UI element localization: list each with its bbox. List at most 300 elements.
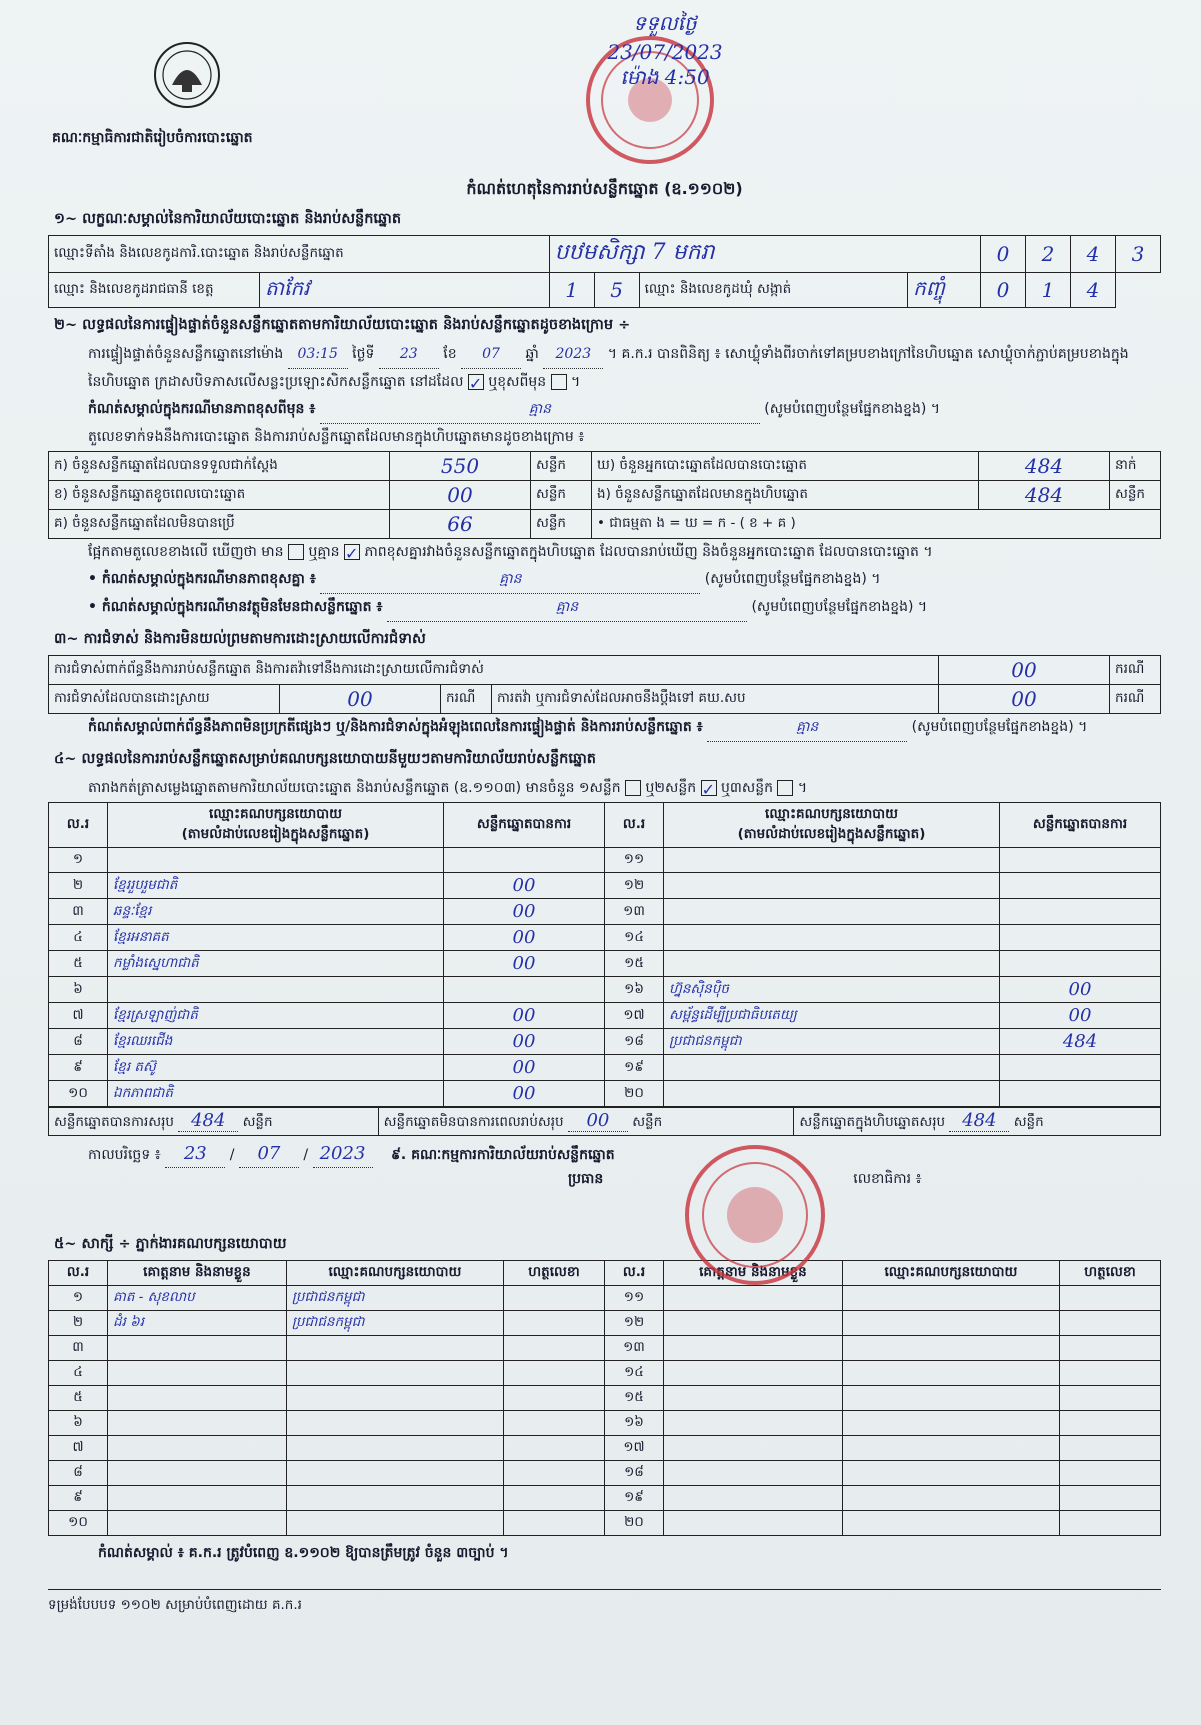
witness-name [108, 1411, 287, 1436]
witness-signature [503, 1486, 604, 1511]
witness-name [663, 1336, 842, 1361]
table-row [49, 1511, 1161, 1536]
vote-count [1000, 873, 1161, 899]
s2-note2-suffix: (សូមបំពេញបន្ថែមផ្នែកខាងខ្នង) ។ [704, 571, 881, 587]
witness-party [842, 1386, 1059, 1411]
s1-location-value: បឋមសិក្សា 7 មករា [549, 236, 980, 273]
section1-table [48, 235, 1161, 308]
s4-unit: សន្លឹក [632, 1114, 663, 1130]
s2-note3 [48, 594, 1161, 622]
s2-text: ភាពខុសគ្នារវាងចំនួនសន្លឹកឆ្នោតក្នុងហិបឆ្នោត ដែលបានរាប់ឃើញ និងចំនួនអ្នកបោះឆ្នោត ដែលបានបោះឆ្នោត ។ [364, 544, 933, 560]
witness-name [108, 1361, 287, 1386]
row-number: ១០ [49, 1511, 108, 1536]
row-number: ១៥ [604, 1386, 663, 1411]
party-name: ខ្មែរឈរជើង [108, 1029, 444, 1055]
s4-col-party-label: ឈ្មោះគណបក្សនយោបាយ [765, 806, 898, 822]
witness-name [663, 1511, 842, 1536]
row-number: ៥ [49, 951, 108, 977]
party-name [664, 899, 1000, 925]
row-number: ១៨ [604, 1461, 663, 1486]
s2-row-r-unit: សន្លឹក [1110, 481, 1161, 510]
s5-col-sign: ហត្ថលេខា [503, 1261, 604, 1286]
s4-secretary-label: លេខាធិការ ៖ [853, 1171, 922, 1187]
s2-note2-label: • កំណត់សម្គាល់ក្នុងករណីមានភាពខុសគ្នា ៖ [88, 571, 316, 587]
vote-count: 00 [1000, 977, 1161, 1003]
party-name [664, 951, 1000, 977]
row-number: ២ [49, 873, 108, 899]
witness-name [663, 1411, 842, 1436]
party-name: ប្រជាជនកម្ពុជា [664, 1029, 1000, 1055]
table-row [49, 1361, 1161, 1386]
row-number: ២០ [604, 1511, 663, 1536]
s4-summary-table [48, 1107, 1161, 1136]
table-row [49, 977, 1161, 1003]
s3-row2-label: ការជំទាស់ដែលបានដោះស្រាយ [49, 685, 280, 714]
row-number: ៧ [49, 1436, 108, 1461]
three-sheets-checkbox[interactable] [777, 780, 793, 796]
s2-text: ថ្ងៃទី [352, 346, 375, 362]
party-name [664, 1081, 1000, 1107]
s1-province-digit: 1 [549, 273, 594, 308]
table-row [49, 951, 1161, 977]
s4-results-table [48, 802, 1161, 1107]
s4-text: ឬ៣សន្លឹក [721, 780, 773, 796]
s4-sum-invalid [378, 1108, 794, 1136]
s2-note-label: កំណត់សម្គាល់ក្នុងករណីមានភាពខុសពីមុន ៖ [88, 401, 316, 417]
table-row [49, 1411, 1161, 1436]
vote-count: 00 [1000, 1003, 1161, 1029]
witness-name [108, 1336, 287, 1361]
witness-name [663, 1486, 842, 1511]
s2-text: ឬគ្មាន [308, 544, 340, 560]
vote-count [444, 848, 605, 873]
vote-count: 00 [444, 1081, 605, 1107]
table-row [49, 899, 1161, 925]
table-row [49, 1003, 1161, 1029]
party-name: ហ្វ៊ុនស៊ិនប៉ិច [664, 977, 1000, 1003]
s2-note3-value: គ្មាន [387, 594, 747, 622]
witness-name [108, 1436, 287, 1461]
witness-party [842, 1361, 1059, 1386]
stamp-note-time: ម៉ោង 4:50 [620, 65, 710, 89]
s5-col-sign: ហត្ថលេខា [1060, 1261, 1161, 1286]
s4-col-no: ល.រ [605, 803, 664, 848]
s5-col-name: គោត្តនាម និងនាមខ្លួន [108, 1261, 287, 1286]
row-number: ១២ [604, 1311, 663, 1336]
party-name: ឆន្ទៈខ្មែរ [108, 899, 444, 925]
witness-name: ដំរ ៦រ [108, 1311, 287, 1336]
s1-commune-label: ឈ្មោះ និងលេខកូដឃុំ សង្កាត់ [639, 273, 908, 308]
witness-name [663, 1361, 842, 1386]
s5-col-party: ឈ្មោះគណបក្សនយោបាយ [286, 1261, 503, 1286]
vote-count: 00 [444, 925, 605, 951]
section4-heading: ៤~ លទ្ធផលនៃការរាប់សន្លឹកឆ្នោតសម្រាប់គណបក្សនយោបាយនីមួយៗតាមការិយាល័យរាប់សន្លឹកឆ្នោត [54, 751, 596, 767]
one-sheet-checkbox[interactable] [625, 780, 641, 796]
s1-province-value: តាកែវ [260, 273, 550, 308]
section5-heading: ៥~ សាក្សី ÷ ភ្នាក់ងារគណបក្សនយោបាយ [54, 1236, 287, 1252]
form-title: កំណត់ហេតុនៃការរាប់សន្លឹកឆ្នោត (ឧ.១១០២) [466, 179, 743, 198]
s2-intro: តួលេខទាក់ទងនឹងការបោះឆ្នោត និងការរាប់សន្លឹកឆ្នោតដែលមានក្នុងហិបឆ្នោតមានដូចខាងក្រោម ៖ [88, 429, 585, 445]
form-footer: ទម្រង់បែបបទ ១១០២ សម្រាប់បំពេញដោយ គ.ក.រ [48, 1589, 1161, 1616]
s1-commune-digit: 0 [981, 273, 1026, 308]
s4-text: តារាងកត់ត្រាសម្លេងឆ្នោតតាមការិយាល័យបោះឆ្នោត និងរាប់សន្លឹកឆ្នោត (ឧ.១១០៣) មានចំនួន ១សន្លឹក [88, 780, 621, 796]
witness-party: ប្រជាជនកម្ពុជា [286, 1311, 503, 1336]
witness-signature [1060, 1286, 1161, 1311]
row-number: ១៧ [604, 1436, 663, 1461]
witness-party [842, 1336, 1059, 1361]
witness-signature [503, 1411, 604, 1436]
s4-text: ។ [797, 780, 808, 796]
s4-intro [48, 775, 1161, 802]
s4-col-votes: សន្លឹកឆ្នោតបានការ [1000, 803, 1161, 848]
row-number: ១ [49, 848, 108, 873]
row-number: ៣ [49, 899, 108, 925]
party-name: សម្ព័ន្ធដើម្បីប្រជាធិបតេយ្យ [664, 1003, 1000, 1029]
s4-unit: សន្លឹក [1013, 1114, 1044, 1130]
witness-party [842, 1286, 1059, 1311]
s3-row1-label: ការជំទាស់ពាក់ព័ន្ធនឹងការរាប់សន្លឹកឆ្នោត និងការតវ៉ាទៅនឹងការដោះស្រាយលើការជំទាស់ [49, 656, 939, 685]
section1-heading: ១~ លក្ខណៈសម្គាល់នៃការិយាល័យបោះឆ្នោត និងរាប់សន្លឹកឆ្នោត [54, 211, 402, 227]
s4-signatures [48, 1169, 1161, 1227]
stamp-note-received: ទទួលថ្ងៃ [633, 11, 697, 35]
s4-date-month: 07 [239, 1140, 299, 1168]
s2-year: 2023 [543, 341, 603, 369]
vote-count [1000, 1055, 1161, 1081]
row-number: ៣ [49, 1336, 108, 1361]
s2-note [48, 396, 1161, 424]
witness-name [663, 1386, 842, 1411]
s4-col-party-sub: (តាមលំដាប់លេខរៀងក្នុងសន្លឹកឆ្នោត) [181, 826, 370, 842]
s3-table [48, 655, 1161, 714]
row-number: ៨ [49, 1461, 108, 1486]
s2-note3-suffix: (សូមបំពេញបន្ថែមផ្នែកខាងខ្នង) ។ [751, 599, 928, 615]
witness-party [286, 1361, 503, 1386]
s2-note3-label: • កំណត់សម្គាល់ក្នុងករណីមានវត្ថុមិនមែនជាសន្លឹកឆ្នោត ៖ [88, 599, 383, 615]
s2-row-value: 550 [390, 452, 531, 481]
witness-party [286, 1486, 503, 1511]
row-number: ១ [49, 1286, 108, 1311]
s4-col-party [664, 803, 1000, 848]
s1-digit: 2 [1026, 236, 1071, 273]
witness-signature [503, 1461, 604, 1486]
s3-row2-r-label: ការតវ៉ា ឬការជំទាស់ដែលអាចនឹងប្ដឹងទៅ គឃ.សប [492, 685, 939, 714]
witness-name [663, 1311, 842, 1336]
s2-text: ផ្អែកតាមតួលេខខាងលើ ឃើញថា មាន [88, 544, 284, 560]
s3-unit: ករណី [1110, 656, 1161, 685]
witness-name [108, 1461, 287, 1486]
header-left [52, 40, 352, 149]
table-row [49, 925, 1161, 951]
row-number: ១០ [49, 1081, 108, 1107]
row-number: ១៦ [604, 1411, 663, 1436]
table-row [49, 1386, 1161, 1411]
party-name: កម្លាំងស្នេហាជាតិ [108, 951, 444, 977]
witness-signature [1060, 1311, 1161, 1336]
witness-name [108, 1386, 287, 1411]
s4-sum-valid [49, 1108, 379, 1136]
s5-col-no: ល.រ [49, 1261, 108, 1286]
s2-note2 [48, 566, 1161, 594]
s4-sum-invalid-label: សន្លឹកឆ្នោតមិនបានការពេលរាប់សរុប [383, 1114, 564, 1130]
witness-signature [503, 1361, 604, 1386]
s2-day: 23 [379, 341, 439, 369]
vote-count: 00 [444, 1003, 605, 1029]
witness-party [842, 1436, 1059, 1461]
has-difference-checkbox[interactable] [288, 544, 304, 560]
witness-party [286, 1436, 503, 1461]
s2-row-unit: សន្លឹក [531, 452, 592, 481]
vote-count: 00 [444, 1029, 605, 1055]
s4-unit: សន្លឹក [242, 1114, 273, 1130]
party-name [664, 848, 1000, 873]
s2-paragraph [48, 341, 1161, 396]
s2-row-value: 66 [390, 510, 531, 539]
s2-time: 03:15 [288, 341, 348, 369]
nec-emblem-icon [152, 40, 222, 110]
row-number: ១១ [605, 848, 664, 873]
s4-sum-box-value: 484 [949, 1110, 1009, 1132]
witness-party [842, 1461, 1059, 1486]
s2-row-r-value: 484 [979, 452, 1110, 481]
s2-compare [48, 539, 1161, 566]
s2-row-r-label: ឃ) ចំនួនអ្នកបោះឆ្នោតដែលបានបោះឆ្នោត [592, 452, 979, 481]
table-row [49, 1081, 1161, 1107]
row-number: ១៤ [605, 925, 664, 951]
table-row [49, 1336, 1161, 1361]
s2-text: ។ គ.ក.រ បានពិនិត្យ ៖ សោឃ្លុំទាំងពីរចាក់ទៅគម្របខាងក្រៅនៃហិបឆ្នោត សោឃ្លុំចាក់ភ្ជាប់គម្របខាងក្នុងនៃហិបឆ្នោត ក្រដាសបិទភាសលើសន្លះប្រឡោះសិកសន្លឹកឆ្នោត នៅដដែល [88, 346, 1129, 390]
witness-signature [1060, 1361, 1161, 1386]
unchanged-checkbox[interactable] [468, 374, 484, 390]
witness-signature [503, 1336, 604, 1361]
stamp-handwriting [590, 10, 740, 94]
s5-col-name: គោត្តនាម និងនាមខ្លួន [663, 1261, 842, 1286]
party-name [664, 1055, 1000, 1081]
row-number: ១៨ [605, 1029, 664, 1055]
vote-count [1000, 848, 1161, 873]
no-difference-checkbox[interactable] [344, 544, 360, 560]
witness-party [286, 1411, 503, 1436]
s1-digit: 0 [981, 236, 1026, 273]
s1-digit: 3 [1116, 236, 1161, 273]
row-number: ២០ [605, 1081, 664, 1107]
official-stamp [680, 1140, 830, 1290]
s2-note-suffix: (សូមបំពេញបន្ថែមផ្នែកខាងខ្នង) ។ [764, 401, 940, 417]
s4-sum-invalid-value: 00 [568, 1110, 628, 1132]
s2-row-unit: សន្លឹក [531, 481, 592, 510]
s4-sum-valid-value: 484 [178, 1110, 238, 1132]
s1-commune-value: កញ្ចុំ [908, 273, 981, 308]
row-number: ៩ [49, 1055, 108, 1081]
row-number: ១៤ [604, 1361, 663, 1386]
s3-note-suffix: (សូមបំពេញបន្ថែមផ្នែកខាងខ្នង) ។ [911, 719, 1088, 735]
witness-signature [1060, 1386, 1161, 1411]
witness-party [842, 1311, 1059, 1336]
s4-date-year: 2023 [313, 1140, 373, 1168]
witness-signature [503, 1286, 604, 1311]
row-number: ២ [49, 1311, 108, 1336]
table-row [49, 1311, 1161, 1336]
s4-col-party-sub: (តាមលំដាប់លេខរៀងក្នុងសន្លឹកឆ្នោត) [737, 826, 926, 842]
s1-province-digit: 5 [594, 273, 639, 308]
witness-signature [503, 1311, 604, 1336]
s4-chair-label: ប្រធាន [568, 1171, 604, 1187]
row-number: ៦ [49, 1411, 108, 1436]
s2-row-unit: សន្លឹក [531, 510, 592, 539]
s3-row1-value: 00 [939, 656, 1110, 685]
table-row [49, 1055, 1161, 1081]
s4-col-votes: សន្លឹកឆ្នោតបានការ [444, 803, 605, 848]
s2-month: 07 [461, 341, 521, 369]
witness-signature [1060, 1336, 1161, 1361]
witness-name [108, 1486, 287, 1511]
witness-name [663, 1461, 842, 1486]
s2-row-label: គ) ចំនួនសន្លឹកឆ្នោតដែលមិនបានប្រើ [49, 510, 390, 539]
s1-commune-digit: 4 [1071, 273, 1116, 308]
vote-count: 00 [444, 1055, 605, 1081]
party-name [664, 925, 1000, 951]
row-number: ១៣ [605, 899, 664, 925]
s1-province-label: ឈ្មោះ និងលេខកូដរាជធានី ខេត្ត [49, 273, 260, 308]
witness-party [286, 1336, 503, 1361]
s2-row-value: 00 [390, 481, 531, 510]
party-name: ខ្មែររួបរួមជាតិ [108, 873, 444, 899]
s2-row-r-unit: នាក់ [1110, 452, 1161, 481]
vote-count: 00 [444, 899, 605, 925]
changed-checkbox[interactable] [551, 374, 567, 390]
s1-digit: 4 [1071, 236, 1116, 273]
row-number: ៨ [49, 1029, 108, 1055]
s1-location-label: ឈ្មោះទីតាំង និងលេខកូដការិ.បោះឆ្នោត និងរាប់សន្លឹកឆ្នោត [49, 236, 550, 273]
row-number: ១១ [604, 1286, 663, 1311]
witness-party [842, 1411, 1059, 1436]
table-row [49, 848, 1161, 873]
witness-party: ប្រជាជនកម្ពុជា [286, 1286, 503, 1311]
s4-col-party-label: ឈ្មោះគណបក្សនយោបាយ [209, 806, 342, 822]
vote-count [1000, 925, 1161, 951]
row-number: ១៦ [605, 977, 664, 1003]
s2-text: ខែ [443, 346, 457, 362]
witness-signature [1060, 1436, 1161, 1461]
party-name: ខ្មែរ តស៊ូ [108, 1055, 444, 1081]
vote-count: 484 [1000, 1029, 1161, 1055]
s5-witness-table [48, 1260, 1161, 1536]
section3-heading: ៣~ ការជំទាស់ និងការមិនយល់ព្រមតាមការដោះស្រាយលើការជំទាស់ [54, 631, 426, 647]
table-row [49, 1029, 1161, 1055]
s4-date-day: 23 [165, 1140, 225, 1168]
party-name [664, 873, 1000, 899]
row-number: ១២ [605, 873, 664, 899]
row-number: ១៩ [604, 1486, 663, 1511]
s3-note-value: គ្មាន [707, 714, 907, 742]
s2-text: ការផ្ទៀងផ្ទាត់ចំនួនសន្លឹកឆ្នោតនៅម៉ោង [88, 346, 284, 362]
s2-note2-value: គ្មាន [320, 566, 700, 594]
s5-col-no: ល.រ [604, 1261, 663, 1286]
vote-count [1000, 951, 1161, 977]
row-number: ៤ [49, 1361, 108, 1386]
table-row [49, 1486, 1161, 1511]
s2-row-r-label: ង) ចំនួនសន្លឹកឆ្នោតដែលមានក្នុងហិបឆ្នោត [592, 481, 979, 510]
s2-row-label: ក) ចំនួនសន្លឹកឆ្នោតដែលបានទទួលជាក់ស្ដែង [49, 452, 390, 481]
row-number: ៩ [49, 1486, 108, 1511]
witness-party [286, 1461, 503, 1486]
party-name [108, 977, 444, 1003]
s4-date-label: កាលបរិច្ឆេទ ៖ [88, 1147, 161, 1163]
party-name [108, 848, 444, 873]
s2-figures-table [48, 451, 1161, 539]
witness-party [842, 1486, 1059, 1511]
row-number: ១៩ [605, 1055, 664, 1081]
section2-heading: ២~ លទ្ធផលនៃការផ្ទៀងផ្ទាត់ចំនួនសន្លឹកឆ្នោតតាមការិយាល័យបោះឆ្នោត និងរាប់សន្លឹកឆ្នោតដូចខាងក្រោម ÷ [54, 317, 631, 333]
s4-sum-valid-label: សន្លឹកឆ្នោតបានការសរុប [54, 1114, 174, 1130]
s3-row2-value: 00 [280, 685, 441, 714]
table-row [49, 1461, 1161, 1486]
s2-note-value: គ្មាន [320, 396, 760, 424]
s1-commune-digit: 1 [1026, 273, 1071, 308]
s5-col-party: ឈ្មោះគណបក្សនយោបាយ [842, 1261, 1059, 1286]
vote-count [444, 977, 605, 1003]
s4-col-party [108, 803, 444, 848]
row-number: ៦ [49, 977, 108, 1003]
s4-signer-org: ៩. គណៈកម្មការការិយាល័យរាប់សន្លឹកឆ្នោត [390, 1147, 615, 1163]
row-number: ៥ [49, 1386, 108, 1411]
committee-name: គណៈកម្មាធិការជាតិរៀបចំការបោះឆ្នោត [52, 130, 253, 146]
s4-sum-box [794, 1108, 1161, 1136]
vote-count: 00 [444, 873, 605, 899]
row-number: ១៧ [605, 1003, 664, 1029]
party-name: ខ្មែរអនាគត [108, 925, 444, 951]
s2-row-label: ខ) ចំនួនសន្លឹកឆ្នោតខូចពេលបោះឆ្នោត [49, 481, 390, 510]
vote-count [1000, 1081, 1161, 1107]
s2-text: ឬខុសពីមុន [488, 374, 547, 390]
s2-row-r-value: 484 [979, 481, 1110, 510]
s4-sum-box-label: សន្លឹកឆ្នោតក្នុងហិបឆ្នោតសរុប [799, 1114, 946, 1130]
stamp-note-date: 23/07/2023 [607, 40, 723, 64]
witness-name [663, 1436, 842, 1461]
witness-signature [1060, 1461, 1161, 1486]
table-row [49, 1286, 1161, 1311]
s5-note: កំណត់សម្គាល់ ៖ គ.ក.រ ត្រូវបំពេញ ឧ.១១០២ ឱ្យបានត្រឹមត្រូវ ចំនួន ៣ច្បាប់ ។ [98, 1545, 509, 1561]
s4-date-line: កាលបរិច្ឆេទ ៖ 23 / 07 / 2023 ៩. គណៈកម្មការការិយាល័យរាប់សន្លឹកឆ្នោត [48, 1140, 1161, 1169]
witness-party [286, 1511, 503, 1536]
row-number: ៧ [49, 1003, 108, 1029]
s4-col-no: ល.រ [49, 803, 108, 848]
two-sheets-checkbox[interactable] [701, 780, 717, 796]
s2-text: ឆ្នាំ [525, 346, 539, 362]
party-name: ខ្មែរស្រឡាញ់ជាតិ [108, 1003, 444, 1029]
s3-note [48, 714, 1161, 742]
vote-count: 00 [444, 951, 605, 977]
table-row [49, 873, 1161, 899]
s3-unit: ករណី [441, 685, 492, 714]
witness-party [842, 1511, 1059, 1536]
row-number: ៤ [49, 925, 108, 951]
s3-unit: ករណី [1110, 685, 1161, 714]
s2-text: ។ [571, 374, 581, 390]
table-row [49, 1436, 1161, 1461]
s4-text: ឬ២សន្លឹក [645, 780, 697, 796]
row-number: ១៣ [604, 1336, 663, 1361]
witness-signature [1060, 1486, 1161, 1511]
witness-signature [503, 1436, 604, 1461]
vote-count [1000, 899, 1161, 925]
witness-signature [1060, 1511, 1161, 1536]
s2-formula: • ជាធម្មតា ង = ឃ = ក - ( ខ + គ ) [592, 510, 1161, 539]
s3-row2-r-value: 00 [939, 685, 1110, 714]
witness-party [286, 1386, 503, 1411]
witness-name [108, 1511, 287, 1536]
witness-signature [503, 1511, 604, 1536]
s3-note-label: កំណត់សម្គាល់ពាក់ព័ន្ធនឹងភាពមិនប្រក្រតីផ្សេងៗ ឬ/និងការជំទាស់ក្នុងអំឡុងពេលនៃការផ្ទៀងផ្ទាត់ និងការរាប់សន្លឹកឆ្នោត ៖ [88, 719, 703, 735]
